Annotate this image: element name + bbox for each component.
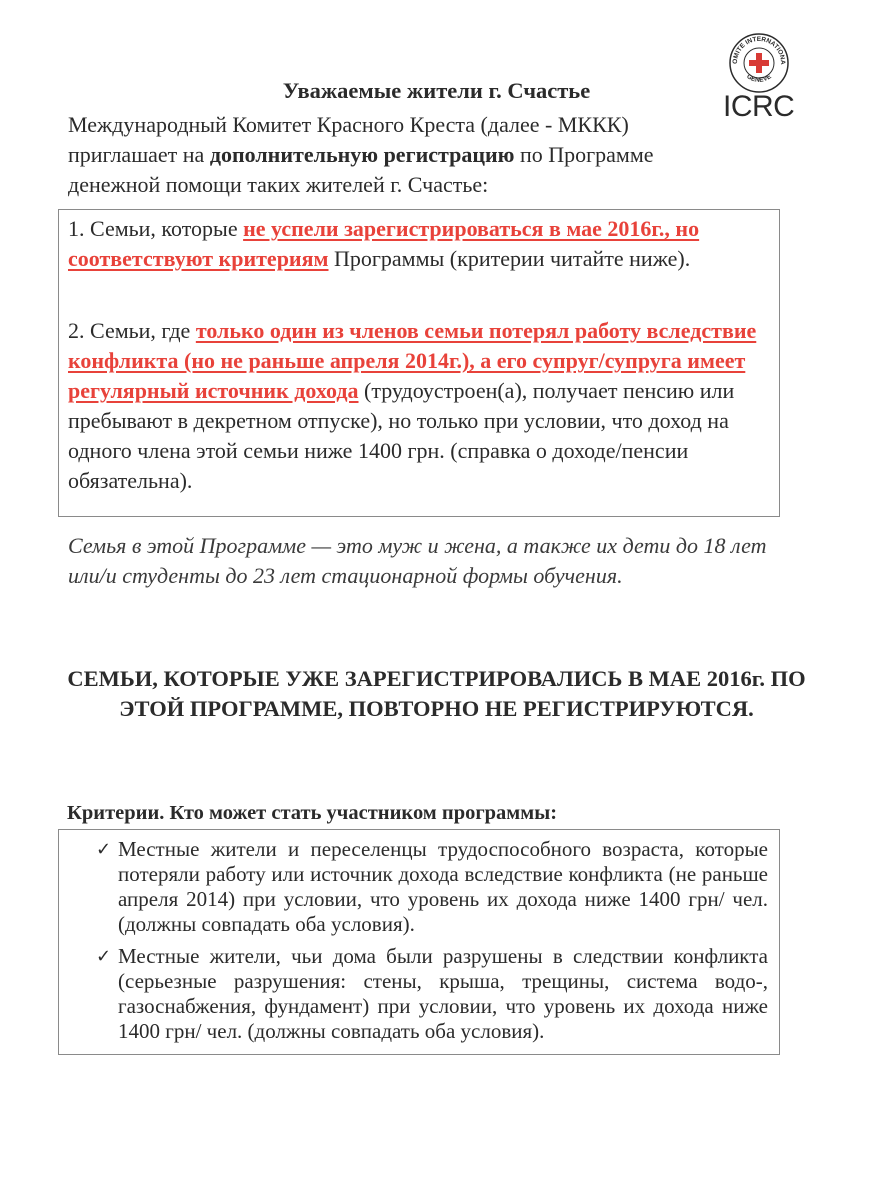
criteria-item (96, 837, 768, 937)
criteria-box (58, 829, 780, 1055)
item-1-highlight: не успели зарегистрироваться в мае 2016г., но соответствуют критериям (68, 216, 700, 271)
criteria-item-text: Местные жители, чьи дома были разрушены в следствии конфликта (серьезные разрушения: стены, крыша, трещины, система водо-, газоснабжения, фундамент) при условии, что уровень их дохода ниже 1400 грн/ чел. (должны совпадать оба условия). (118, 944, 768, 1043)
criteria-item (96, 944, 768, 1044)
family-definition-note: Семья в этой Программе — это муж и жена, а также их дети до 18 лет или/и студенты до 23 лет стационарной формы обучения. (68, 533, 767, 588)
item-1-prefix: 1. Семьи, которые (68, 216, 244, 241)
emblem-text-top: OMITE INTERNATIONA (731, 35, 787, 65)
checkmark-icon: ✓ (96, 839, 112, 860)
item-1-suffix: Программы (критерии читайте ниже). (328, 246, 691, 271)
criteria-heading: Критерии. Кто может стать участником программы: (67, 802, 558, 824)
criteria-item-text: Местные жители и переселенцы трудоспособного возраста, которые потеряли работу или источник дохода вследствие конфликта (не раньше апреля 2014) при условии, что уровень их дохода ниже 1400 грн/ чел. (должны совпадать оба условия). (118, 837, 768, 936)
item-2-prefix: 2. Семьи, где (68, 318, 196, 343)
item-2-suffix: (трудоустроен(а), получает пенсию или пребывают в декретном отпуске), но только при условии, что доход на одного члена этой семьи ниже 1400 грн. (справка о доходе/пенсии обязательна). (68, 378, 735, 493)
item-2-highlight: только один из членов семьи потерял работу вследствие конфликта (но не раньше апреля 2014г.), а его супруг/супруга имеет регулярный источник дохода (68, 318, 757, 403)
intro-text-part2: по Программе денежной помощи таких жителей г. Счастье: (68, 142, 654, 197)
icrc-logo-text: ICRC (723, 90, 795, 123)
intro-paragraph (68, 110, 728, 200)
warning-heading: СЕМЬИ, КОТОРЫЕ УЖЕ ЗАРЕГИСТРИРОВАЛИСЬ В МАЕ 2016г. ПО ЭТОЙ ПРОГРАММЕ, ПОВТОРНО НЕ РЕГИСТРИРУЮТСЯ. (67, 666, 806, 721)
page-title: Уважаемые жители г. Счастье (282, 78, 591, 103)
eligibility-item-1 (68, 214, 768, 274)
eligibility-item-2 (68, 316, 768, 496)
eligibility-box (58, 209, 780, 517)
checkmark-icon: ✓ (96, 946, 112, 967)
intro-bold-text: дополнительную регистрацию (209, 142, 515, 167)
intro-text-part1: Международный Комитет Красного Креста (далее - МККК) приглашает на (68, 112, 629, 167)
emblem-text-bottom: GENEVE (745, 73, 773, 84)
